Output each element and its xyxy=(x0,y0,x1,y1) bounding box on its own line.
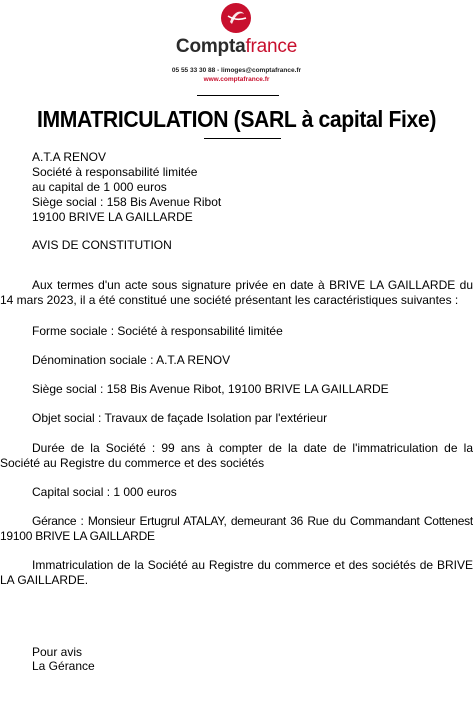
siege-social: Siège social : 158 Bis Avenue Ribot, 19100 BRIVE LA GAILLARDE xyxy=(32,382,389,396)
forme-sociale: Forme sociale : Société à responsabilité limitée xyxy=(32,324,283,338)
company-address: Siège social : 158 Bis Avenue Ribot xyxy=(32,195,222,209)
title-underline xyxy=(204,138,281,139)
capital-social: Capital social : 1 000 euros xyxy=(32,485,177,499)
document-title: IMMATRICULATION (SARL à capital Fixe) xyxy=(36,106,437,132)
brand-name: Comptafrance xyxy=(175,36,298,57)
comptafrance-logo-icon xyxy=(220,2,252,34)
company-city: 19100 BRIVE LA GAILLARDE xyxy=(32,210,193,224)
notice-heading: AVIS DE CONSTITUTION xyxy=(32,238,172,252)
duree-paragraph: Durée de la Société : 99 ans à compter de la date de l'immatriculation de la Société au Registre du commerce et des sociétés xyxy=(0,441,473,470)
company-form: Société à responsabilité limitée xyxy=(32,165,198,179)
immatriculation-paragraph: Immatriculation de la Société au Registre du commerce et des sociétés de BRIVE LA GAILLARDE. xyxy=(0,558,473,587)
objet-social: Objet social : Travaux de façade Isolation par l'extérieur xyxy=(32,411,328,425)
website-link[interactable]: www.comptafrance.fr xyxy=(203,76,270,83)
company-name: A.T.A RENOV xyxy=(32,150,107,164)
denomination-sociale: Dénomination sociale : A.T.A RENOV xyxy=(32,353,231,367)
closing-pour-avis: Pour avis xyxy=(32,645,83,659)
gerance-paragraph: Gérance : Monsieur Ertugrul ATALAY, demeurant 36 Rue du Commandant Cottenest 19100 BRIVE LA GAILLARDE xyxy=(0,514,473,543)
closing-gerance: La Gérance xyxy=(32,659,95,673)
company-capital: au capital de 1 000 euros xyxy=(32,180,167,194)
intro-paragraph: Aux termes d'un acte sous signature privée en date à BRIVE LA GAILLARDE du 14 mars 2023, il a été constitué une société présentant les caractéristiques suivantes : xyxy=(0,278,473,307)
header-divider xyxy=(197,95,279,96)
contact-info: 05 55 33 30 88 - limoges@comptafrance.fr xyxy=(171,67,302,74)
